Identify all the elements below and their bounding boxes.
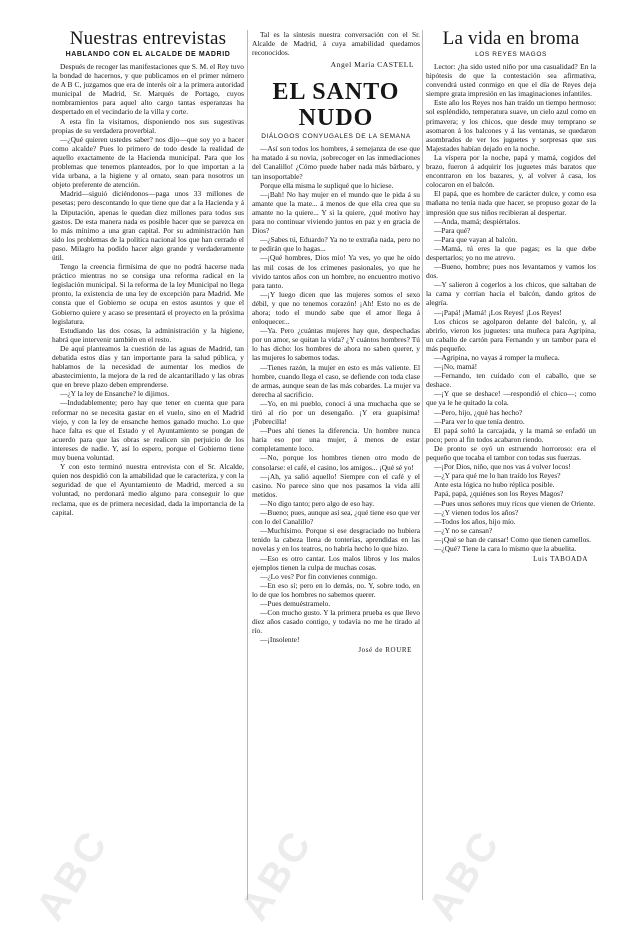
story-paragraph: Lector: ¿ha sido usted niño por una casualidad? En la hipótesis de que la contestación sea afirmativa, convendrá usted conmigo en que el día de Reyes deja siempre grata impresión en las imaginaciones infantiles.: [426, 62, 596, 99]
interview-paragraph: De aquí planteamos la cuestión de las aguas de Madrid, tan debatida estos días y tan importante para la salud pública, y hablamos de la necesidad de aumentar los medios de abastecimiento, la mejora de la red de alcantarillado y las obras que en breve plazo deben emprenderse.: [52, 343, 244, 390]
dialogue-paragraph: —Muchísimo. Porque si ese desgraciado no hubiera tenido la cabeza llena de tonterías, aprendidas en las novelas y en los teatros, no habría hecho lo que hizo.: [252, 526, 420, 554]
dialogue-paragraph: —Ya. Pero ¿cuántas mujeres hay que, despechadas por un amor, se quitan la vida? ¿Y cuántos hombres? Tú lo has dicho: los hombres de ahora no saben querer, y las mujeres lo sabemos todas.: [252, 326, 420, 363]
column-vida-en-broma: [426, 28, 596, 940]
story-paragraph: —Todos los años, hijo mío.: [434, 516, 516, 526]
story-paragraph: —¿Y para qué me lo han traído los Reyes?: [434, 471, 561, 481]
dialogue-paragraph: —¡Qué hombres, Dios mío! Ya ves, yo que he oído las mil cosas de los crímenes pasionales, yo que he vivido tantos años con un hombre, no encuentro motivo para tanto.: [252, 253, 420, 290]
dialogue-paragraph: —No digo tanto; pero algo de eso hay.: [260, 498, 375, 508]
interview-closing: [252, 30, 420, 57]
story-paragraph: Papá, papá, ¿quiénes son los Reyes Magos?: [434, 489, 564, 499]
dialogue-paragraph: —Con mucho gusto. Y la primera prueba es que llevo diez años casado contigo, y todavía no me he tirado al río.: [252, 608, 420, 636]
santo-nudo-signature: José de ROURE: [358, 646, 412, 655]
story-paragraph: De pronto se oyó un estruendo horroroso: era el pequeño que tocaba el tambor con todas sus fuerzas.: [426, 443, 596, 463]
interview-paragraph: Madrid—siguió diciéndonos—paga unos 33 millones de pesetas; pero descontando lo que tiene que dar a la Hacienda y á la Diputación, apenas le quedan diez millones para todos sus gastos. De esta manera nada es posible hacer que se parezca en lo más mínimo a una gran capital. Por su administración han sido los problemas de la política nacional los que han cerrado el paso. Milagro ha podido hacer algo grande y verdaderamente útil.: [52, 189, 244, 262]
abc-watermark: ABC: [420, 821, 510, 929]
column-santo-nudo: [252, 30, 420, 942]
santo-nudo-title: EL SANTO NUDO: [272, 79, 400, 132]
column-interview: [52, 28, 244, 940]
interview-body: [52, 62, 244, 517]
vida-en-broma-body: [426, 62, 596, 553]
vida-en-broma-title: La vida en broma: [442, 28, 580, 49]
interview-title: Nuestras entrevistas: [69, 28, 227, 49]
story-paragraph: —Bueno, hombre; pues nos levantamos y vamos los dos.: [426, 262, 596, 281]
dialogue-paragraph: —Pues demuéstramelo.: [260, 598, 331, 608]
story-paragraph: —Mamá, tú eres la que pagas; es la que debe despertarlos; yo no me atrevo.: [426, 243, 596, 262]
story-paragraph: —Para que vayan al balcón.: [434, 234, 518, 244]
interview-paragraph: Después de recoger las manifestaciones que S. M. el Rey tuvo la bondad de hacernos, y que publicamos en el primer número de A B C, juzgamos que era de interés oír a la primera autoridad municipal de Madrid, Sr. Marqués de Portago, cuyos nombramientos para aquel alto cargo tantas esperanzas ha despertado en el vecindario de la villa y corte.: [52, 62, 244, 117]
story-paragraph: —¡Y que se deshace! —respondió el chico—; como que ya le he quitado la cola.: [426, 389, 596, 408]
story-paragraph: —¡Qué se han de cansar! Como que tienen camellos.: [434, 534, 591, 544]
dialogue-paragraph: —¿Sabes tú, Eduardo? Ya no te extraña nada, pero no te pedirán que lo hagas...: [252, 235, 420, 254]
dialogue-paragraph: —¡Ah, ya salió aquello! Siempre con el café y el casino. No parece sino que nos pasamos la vida allí metidos.: [252, 471, 420, 499]
dialogue-paragraph: —Así son todos los hombres, á semejanza de ese que ha matado á su novia, ¡sobrecoger en las inmediaciones del Canalillo! ¿Cómo puede haber nada más bárbaro, y tan insoportable?: [252, 144, 420, 181]
dialogue-paragraph: —Bueno; pues, aunque así sea, ¿qué tiene eso que ver con lo del Canalillo?: [252, 508, 420, 527]
interview-closing-text: Tal es la síntesis nuestra conversación con el Sr. Alcalde de Madrid, á cuya amabilidad quedamos reconocidos.: [252, 30, 420, 58]
dialogue-paragraph: —¿Lo ves? Por fin convienes conmigo.: [260, 571, 377, 581]
dialogue-paragraph: —Tienes razón, la mujer en esto es más valiente. El hombre, cuando llega el caso, se defiende con toda clase de armas, aunque sean de las más cobardes. La mujer va derecha al sacrificio.: [252, 362, 420, 399]
abc-watermark: ABC: [232, 821, 322, 929]
dialogue-paragraph: —No, porque los hombres tienen otro modo de consolarse: el café, el casino, los amigos... ¡Qué sé yo!: [252, 453, 420, 472]
story-paragraph: —¿Qué? Tiene la cara lo mismo que la abuelita.: [434, 543, 577, 553]
story-paragraph: La víspera por la noche, papá y mamá, cogidos del brazo, fueron á adquirir los juguetes más baratos que encontraron en los bazares, y, al volver á casa, los colocaron en el balcón.: [426, 152, 596, 190]
vida-en-broma-subtitle: LOS REYES MAGOS: [475, 51, 547, 58]
story-paragraph: El papá, que es hombre de carácter dulce, y como esa mañana no tenía nada que hacer, se propuso gozar de la impresión que sus niños recibieran al despertar.: [426, 189, 596, 217]
story-paragraph: El papá soltó la carcajada, y la mamá se enfadó un poco; pero al fin todos acabaron riendo.: [426, 425, 596, 444]
story-paragraph: —¿Y no se cansan?: [434, 525, 493, 535]
interview-paragraph: Estudiando las dos cosas, la administración y la higiene, habrá que intervenir también en el resto.: [52, 325, 244, 344]
interview-paragraph: Tengo la creencia firmísima de que no podrá hacerse nada práctico mientras no se consiga una reforma radical en la legislación municipal. Si la reforma de la ley Municipal no llega pronto, la existencia de una ley de excepción para Madrid. Me consta que el Gobierno se ocupa en estos asuntos y que el Gobierno quiere y acaso se presentará el proyecto en la próxima legislatura.: [52, 262, 244, 326]
story-paragraph: —Agripina, no vayas á romper la muñeca.: [434, 353, 560, 362]
story-paragraph: —Y salieron á cogerlos a los chicos, que saltaban de la cama y corrían hacia el balcón, dando gritos de alegría.: [426, 280, 596, 308]
vida-en-broma-signature: Luis TABOADA: [533, 555, 588, 564]
story-paragraph: Este año los Reyes nos han traído un tiempo hermoso: sol espléndido, temperatura suave, un cielo azul como en primavera; y los chicos, que desde muy temprano se asomaron á los balcones y á las ventanas, se quedaron asombrados de ver los juguetes y sorpresas que sus Majestades habían dejado en la noche.: [426, 98, 596, 153]
column-rule-right: [422, 30, 423, 900]
interview-paragraph: A esta fin la visitamos, disponiendo nos sus sugestivas propias de su verdadera proverbial.: [52, 116, 244, 135]
interview-signature: Angel María CASTELL: [330, 60, 414, 70]
story-paragraph: —Fernando, ten cuidado con el caballo, que se deshace.: [426, 371, 596, 390]
story-paragraph: —Pues unos señores muy ricos que vienen de Oriente.: [434, 498, 596, 508]
interview-paragraph: —¿Qué quieren ustedes saber? nos dijo—que soy yo a hacer como alcalde? Pues lo primero de todo desde la realidad de aquello exactamente de la Hacienda municipal. Para que los problemas que tenemos planteados, por lo que importan a la vida urbana, a la higiene y al ornato, sean para nosotros un objeto preferente de atención.: [52, 134, 244, 190]
story-paragraph: —¿Y vienen todos los años?: [434, 507, 519, 517]
story-paragraph: —¡No, mamá!: [434, 362, 478, 372]
dialogue-paragraph: —¡Bah! No hay mujer en el mundo que le pida á su amante que la mate... á menos de que ella crea que su amante no la quiere... Y si la quiere, ¿qué motivo hay para no continuar viviendo juntos en paz y en gracia de Dios?: [252, 189, 420, 236]
story-paragraph: Ante esta lógica no hubo réplica posible.: [434, 480, 555, 490]
dialogue-paragraph: —¡Insolente!: [260, 635, 300, 645]
interview-paragraph: Y con esto terminó nuestra entrevista con el Sr. Alcalde, quien nos despidió con la amabilidad que le caracteriza, y con la seguridad de que el Ayuntamiento de Madrid, merced a su voluntad, no perdonará medio alguno para conseguir lo que reclama, que es de primera necesidad, dada la importancia de la capital.: [52, 462, 244, 517]
dialogue-paragraph: —Eso es otro cantar. Los malos libros y los malos ejemplos tienen la culpa de muchas cosas.: [252, 553, 420, 572]
story-paragraph: —¡Papá! ¡Mamá! ¡Los Reyes! ¡Los Reyes!: [434, 307, 562, 317]
abc-watermark: ABC: [28, 821, 118, 929]
dialogue-paragraph: —Yo, en mi pueblo, conocí á una muchacha que se tiró al río por un desengaño. ¡Y era guapísima! ¡Pobrecilla!: [252, 398, 420, 427]
santo-nudo-body: [252, 144, 420, 644]
dialogue-paragraph: —En eso sí; pero en lo demás, no. Y, sobre todo, en lo de que los hombres no sabemos querer.: [252, 580, 420, 599]
dialogue-paragraph: Porque ella misma le supliqué que lo hiciese.: [260, 180, 394, 190]
santo-nudo-subtitle: DIÁLOGOS CONYUGALES DE LA SEMANA: [261, 133, 411, 141]
interview-subtitle: HABLANDO CON EL ALCALDE DE MADRID: [65, 51, 231, 58]
story-paragraph: —Pero, hijo, ¿qué has hecho?: [434, 407, 523, 417]
story-paragraph: —Para qué?: [434, 225, 471, 235]
story-paragraph: —Anda, mamá; despiértalos.: [434, 216, 521, 226]
interview-paragraph: —Indudablemente; pero hay que tener en cuenta que para reformar no se necesita gastar en el vuelo, sino en el Madrid viejo, y con la ley de ensanche hemos ganado mucho. Lo que hace falta es que el Estado y el Ayuntamiento se pongan de acuerdo para que las obras se realicen sin perjuicio de los intereses de nadie. Y, así lo espero, porque el Gobierno tiene muy buena voluntad.: [52, 398, 244, 463]
story-paragraph: Los chicos se agolparon delante del balcón, y, al abrirlo, vieron los juguetes: una muñeca para Agripina, un caballo de cartón para Fernando y un tambor para el más pequeño.: [426, 316, 596, 353]
story-paragraph: —¡Por Dios, niño, que nos vas á volver locos!: [434, 462, 571, 472]
dialogue-paragraph: —¡Y luego dicen que las mujeres somos el sexo débil, y que no tenemos corazón! ¡Ah! Esto no es de ahora; todo el mundo sabe que el amor llega á enloquecer...: [252, 289, 420, 327]
dialogue-paragraph: —Pues ahí tienes la diferencia. Un hombre nunca haría eso por una mujer, á menos de estar completamente loco.: [252, 426, 420, 454]
story-paragraph: —Para ver lo que tenía dentro.: [434, 416, 525, 426]
interview-paragraph: —¿Y la ley de Ensanche? le dijimos.: [60, 389, 170, 399]
column-rule-left: [247, 30, 248, 900]
